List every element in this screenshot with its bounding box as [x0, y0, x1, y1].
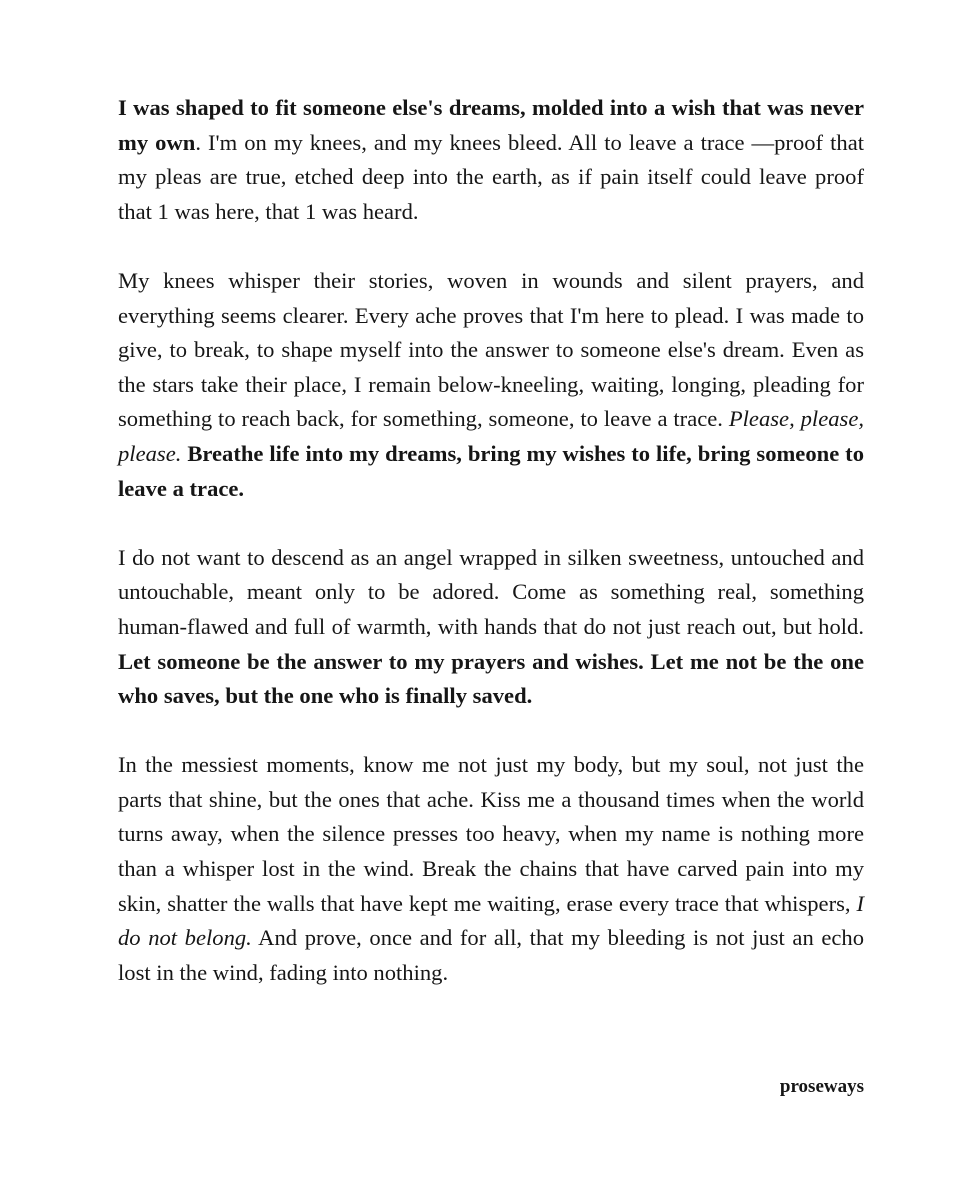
text-italic: I do not belong. [118, 890, 864, 951]
text-regular: In the messiest moments, know me not just my body, but my soul, not just the parts that shine, but the ones that ache. Kiss me a thousand times when the world turns away, when the silence presses too heavy, when my name is nothing more than a whisper lost in the wind. Break the chains that have carved pain into my skin, shatter the walls that have kept me waiting, erase every trace that whispers, [118, 752, 864, 916]
text-regular: My knees whisper their stories, woven in wounds and silent prayers, and everything seems clearer. Every ache proves that I'm here to plead. I was made to give, to break, to shape myself into the answer to someone else's dream. Even as the stars take their place, I remain below-kneeling, waiting, longing, pleading for something to reach back, for something, someone, to leave a trace. [118, 267, 864, 432]
text-bold: Let someone be the answer to my prayers and wishes. Let me not be the one who saves, but the one who is finally saved. [118, 648, 864, 709]
paragraph-4 [118, 748, 864, 990]
text-regular: I do not want to descend as an angel wrapped in silken sweetness, untouched and untouchable, meant only to be adored. Come as something real, something human-flawed and full of warmth, with hands that do not just reach out, but hold. [118, 544, 864, 639]
paragraph-1 [118, 91, 864, 229]
prose-body [118, 91, 864, 990]
text-bold: Breathe life into my dreams, bring my wishes to life, bring someone to leave a trace. [118, 440, 864, 501]
text-regular: And prove, once and for all, that my bleeding is not just an echo lost in the wind, fading into nothing. [118, 925, 865, 985]
text-regular: . I'm on my knees, and my knees bleed. All to leave a trace —proof that my pleas are true, etched deep into the earth, as if pain itself could leave proof that 1 was here, that 1 was heard. [118, 129, 864, 224]
text-bold: I was shaped to fit someone else's dreams, molded into a wish that was never my own [118, 95, 864, 155]
paragraph-2 [118, 264, 864, 506]
text-italic: Please, please, please. [118, 406, 864, 466]
paragraph-3 [118, 541, 864, 714]
author-signature: proseways [779, 1076, 864, 1097]
